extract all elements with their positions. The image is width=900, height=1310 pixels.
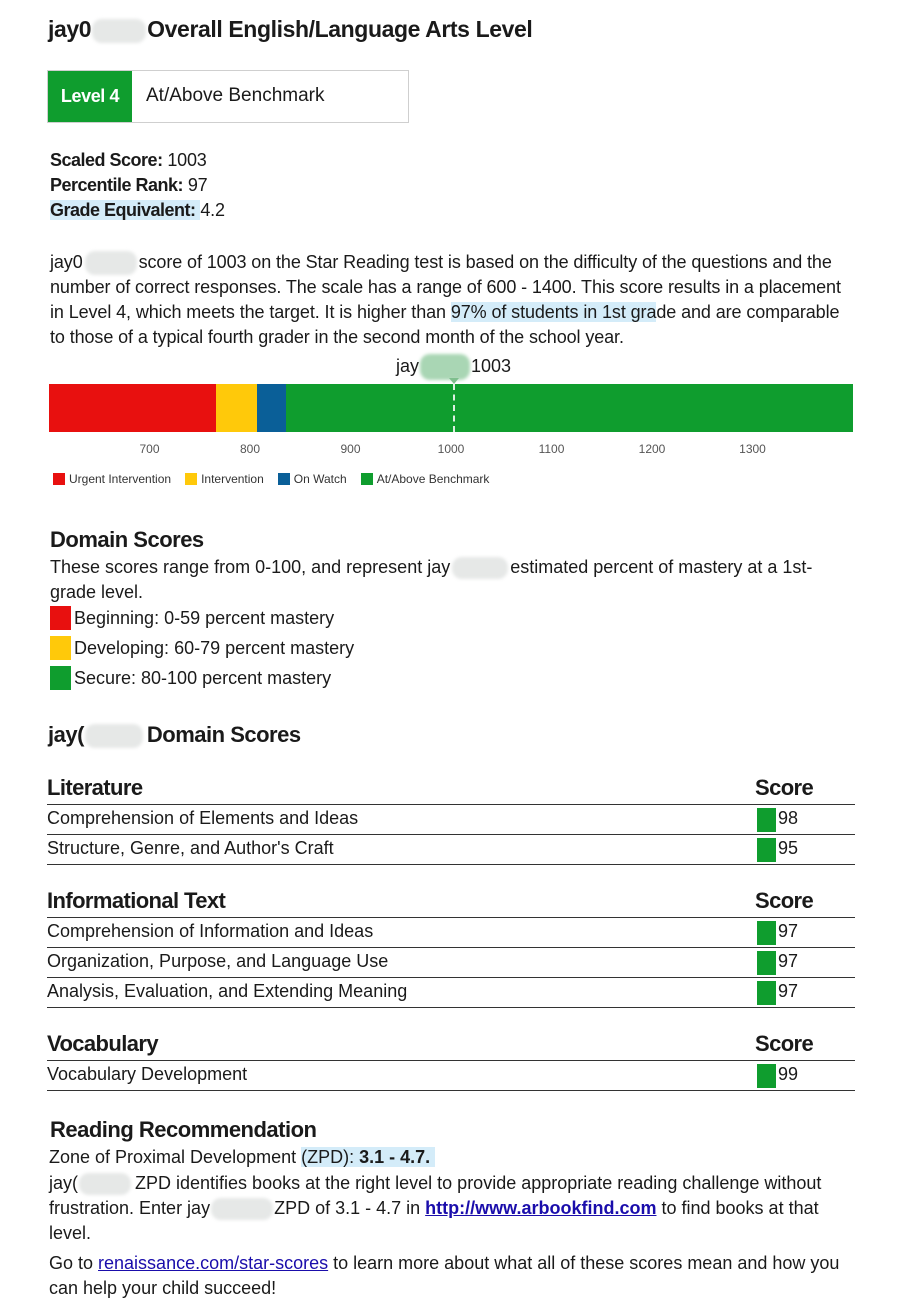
star-scores-link[interactable]: renaissance.com/star-scores <box>98 1253 329 1273</box>
score-indicator <box>757 981 776 1005</box>
summary-name-prefix: jay0 <box>50 252 83 272</box>
mastery-key-secure <box>50 666 331 690</box>
grade-equivalent <box>50 200 225 221</box>
domain-name: Structure, Genre, and Author's Craft <box>47 838 334 858</box>
domain-desc-text-1: These scores range from 0-100, and represent jay <box>50 557 451 577</box>
scale-tick-label: 1100 <box>538 442 565 456</box>
zpd-range: 3.1 - 4.7. <box>359 1147 431 1167</box>
scaled-score <box>50 150 207 171</box>
score-marker-pointer <box>449 378 459 384</box>
zpd-text-2: ZPD of 3.1 - 4.7 in <box>274 1198 426 1218</box>
table-row <box>47 978 855 1008</box>
table-header <box>47 888 855 918</box>
redacted-name <box>85 724 143 748</box>
mastery-label: Secure: 80-100 percent mastery <box>74 667 332 688</box>
domain-name: Comprehension of Elements and Ideas <box>47 808 359 828</box>
grade-equivalent-value: 4.2 <box>200 200 225 220</box>
learn-more-prefix: Go to <box>49 1253 99 1273</box>
legend-swatch <box>361 473 373 485</box>
scaled-score-label: Scaled Score: <box>50 150 163 170</box>
scale-bar <box>49 384 853 432</box>
table-row <box>47 1061 855 1091</box>
vocabulary-table <box>47 1031 855 1091</box>
scale-segment <box>257 384 286 432</box>
grade-equivalent-label: Grade Equivalent: <box>50 200 196 220</box>
score-indicator <box>757 838 776 862</box>
level-badge: Level 4 <box>48 71 132 122</box>
learn-more-suffix: to learn more about what all of these scores mean and how you can help your child succeed! <box>49 1253 840 1298</box>
redacted-name <box>92 19 146 43</box>
table-row <box>47 835 855 865</box>
score-indicator <box>757 1064 776 1088</box>
student-domain-title-text: Domain Scores <box>146 722 301 747</box>
scale-legend <box>53 472 489 486</box>
table-row <box>47 948 855 978</box>
score-column-header: Score <box>755 888 814 913</box>
student-domain-scores-heading <box>48 722 301 748</box>
legend-swatch <box>185 473 197 485</box>
table-heading: Informational Text <box>47 888 226 913</box>
domain-name: Organization, Purpose, and Language Use <box>47 951 389 971</box>
percentile-rank-label: Percentile Rank: <box>50 175 184 195</box>
mastery-swatch <box>50 666 71 690</box>
redacted-name <box>211 1198 273 1220</box>
legend-item-on-watch <box>278 472 347 486</box>
redacted-name <box>452 557 508 579</box>
student-name-prefix: jay( <box>49 1173 79 1193</box>
table-row <box>47 918 855 948</box>
scale-tick-label: 900 <box>340 442 361 456</box>
legend-item-benchmark <box>361 472 490 486</box>
scaled-score-value: 1003 <box>167 150 207 170</box>
score-marker-line <box>453 384 455 432</box>
mastery-swatch <box>50 606 71 630</box>
legend-label: At/Above Benchmark <box>376 472 490 486</box>
table-header <box>47 1031 855 1061</box>
scale-segment <box>216 384 257 432</box>
student-name-prefix: jay( <box>48 722 84 747</box>
domain-score: 99 <box>778 1064 799 1084</box>
level-box <box>47 70 409 123</box>
level-description: At/Above Benchmark <box>146 85 325 106</box>
summary-text-1: score of 1003 on the Star Reading test is based on the difficulty of the questions and the number of correct responses. The scale has a range of 600 - 1400. This score results in a placement in Level 4, which meets the target. It is higher than <box>50 252 841 323</box>
domain-score: 95 <box>778 838 799 858</box>
domain-scores-description <box>50 555 850 605</box>
domain-score: 98 <box>778 808 799 828</box>
mastery-label: Developing: 60-79 percent mastery <box>74 637 355 658</box>
legend-swatch <box>278 473 290 485</box>
domain-name: Vocabulary Development <box>47 1064 248 1084</box>
domain-desc-text-2: estimated percent of mastery at a 1st-grade level. <box>50 557 813 602</box>
score-marker-label <box>396 354 511 380</box>
arbookfind-link[interactable]: http://www.arbookfind.com <box>425 1198 657 1218</box>
scale-tick-label: 800 <box>239 442 261 456</box>
summary-text-2: de and are comparable to those of a typical fourth grader in the second month of the school year. <box>50 302 840 348</box>
redacted-name <box>420 354 470 380</box>
informational-text-table <box>47 888 855 1008</box>
summary-highlight: 97% of students in 1st gra <box>450 302 657 323</box>
score-indicator <box>757 808 776 832</box>
zpd-text-3: to find books at that level. <box>49 1198 819 1243</box>
scale-segment <box>49 384 216 432</box>
zpd-text-1: ZPD identifies books at the right level to provide appropriate reading challenge without frustration. Enter jay <box>49 1173 822 1218</box>
mastery-swatch <box>50 636 71 660</box>
reading-recommendation-heading: Reading Recommendation <box>50 1117 317 1142</box>
legend-item-urgent <box>53 472 171 486</box>
zpd-line <box>49 1147 435 1168</box>
domain-score: 97 <box>778 951 799 971</box>
redacted-name <box>85 251 137 275</box>
mastery-key-developing <box>50 636 354 660</box>
legend-label: Urgent Intervention <box>69 472 172 486</box>
marker-name-prefix: jay <box>396 355 420 376</box>
percentile-rank <box>50 175 208 196</box>
legend-item-intervention <box>185 472 264 486</box>
scale-tick-label: 1300 <box>739 442 766 456</box>
percentile-rank-value: 97 <box>187 175 208 195</box>
marker-score: 1003 <box>471 355 512 376</box>
table-row <box>47 805 855 835</box>
legend-swatch <box>53 473 65 485</box>
scale-segment <box>286 384 853 432</box>
score-summary <box>50 250 850 350</box>
zpd-label: Zone of Proximal Development <box>49 1147 302 1167</box>
table-heading: Literature <box>47 775 143 800</box>
literature-table <box>47 775 855 865</box>
redacted-name <box>79 1173 131 1195</box>
domain-score: 97 <box>778 981 799 1001</box>
domain-score: 97 <box>778 921 799 941</box>
mastery-label: Beginning: 0-59 percent mastery <box>74 607 335 628</box>
zpd-abbreviation: (ZPD): <box>301 1147 355 1167</box>
zpd-explanation <box>49 1171 859 1246</box>
scale-tick-label: 1000 <box>437 442 465 456</box>
scale-tick-label: 1200 <box>638 442 666 456</box>
scale-tick-labels <box>0 442 900 462</box>
title-text: Overall English/Language Arts Level <box>147 16 533 42</box>
mastery-key-beginning <box>50 606 334 630</box>
score-indicator <box>757 951 776 975</box>
student-name-prefix: jay0 <box>48 16 92 42</box>
score-indicator <box>757 921 776 945</box>
domain-scores-heading: Domain Scores <box>50 527 204 552</box>
domain-name: Analysis, Evaluation, and Extending Meaning <box>47 981 408 1001</box>
domain-name: Comprehension of Information and Ideas <box>47 921 374 941</box>
score-column-header: Score <box>755 775 814 800</box>
scale-tick-label: 700 <box>139 442 160 456</box>
legend-label: On Watch <box>293 472 347 486</box>
report-title <box>48 16 532 43</box>
score-column-header: Score <box>755 1031 814 1056</box>
learn-more-text <box>49 1251 859 1301</box>
table-header <box>47 775 855 805</box>
table-heading: Vocabulary <box>47 1031 158 1056</box>
legend-label: Intervention <box>201 472 264 486</box>
